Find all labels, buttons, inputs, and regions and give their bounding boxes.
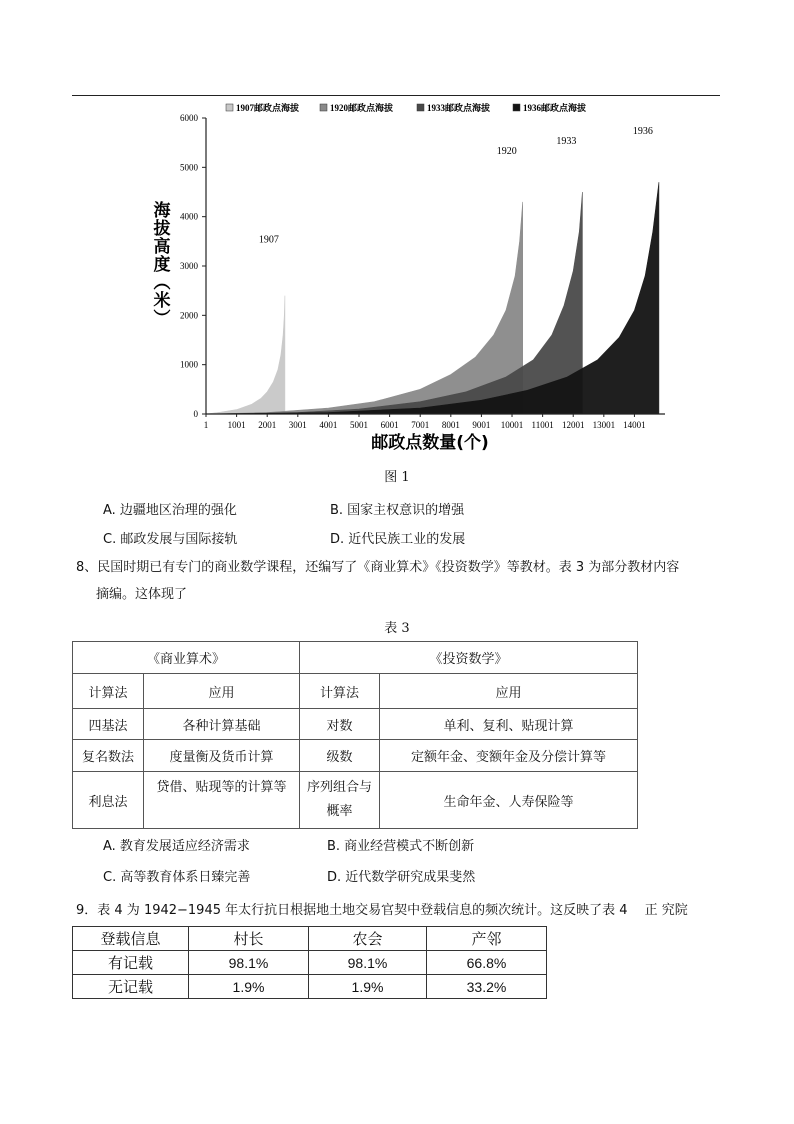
table3-cell: 利息法 [73,772,144,829]
legend-swatch [320,104,327,111]
table3-cell: 序列组合与概率 [300,772,380,829]
y-tick-label: 6000 [180,113,198,123]
series-area-1933 [206,192,582,414]
y-tick-label: 1000 [180,359,198,370]
y-axis-label: 海拔高度︵米︶ [153,201,171,329]
table4-header-cell: 产邻 [427,927,547,951]
q7-option-d: D. 近代民族工业的发展 [330,532,466,547]
table4-cell: 33.2% [427,975,547,999]
y-tick-label: 3000 [180,261,198,271]
table3-caption: 表 3 [384,621,410,636]
x-tick-label: 1001 [227,420,246,430]
table3-cell: 对数 [300,709,380,740]
table4-cell: 有记载 [73,951,189,975]
q8-stem-line1: 8、民国时期已有专门的商业数学课程，还编写了《商业算术》《投资数学》等教材。表 3 为部分教材内容 [76,560,680,575]
peak-label-1936: 1936 [632,126,653,138]
table3-header-cell: 计算法 [300,674,380,709]
peak-label-1933: 1933 [556,136,577,147]
chart-legend [226,102,586,113]
x-tick-label: 4001 [319,420,338,430]
table3-header-cell: 计算法 [73,674,144,709]
table4-header-cell: 登载信息 [73,927,189,951]
x-ticks [204,414,646,430]
table4-header-cell: 村长 [189,927,309,951]
table3-cell: 生命年金、人寿保险等 [380,772,638,829]
series-area-1920 [206,202,523,414]
figure1-chart [140,96,700,466]
table3-header-cell: 应用 [380,674,638,709]
peak-label-1907: 1907 [258,234,279,246]
q8-option-d: D. 近代数学研究成果斐然 [327,870,476,885]
y-ticks [180,113,206,419]
chart-peak-labels [259,126,653,245]
legend-swatch [417,104,424,111]
x-tick-label: 2001 [258,420,277,430]
table3-cell: 度量衡及货币计算 [144,740,300,772]
series-area-1907 [206,296,285,414]
x-tick-label: 12001 [561,420,585,430]
legend-label: 1936邮政点海拔 [523,103,587,113]
x-tick-label: 13001 [592,420,616,430]
legend-label: 1933邮政点海拔 [427,103,491,113]
y-tick-label: 4000 [180,211,198,222]
table3-book-left: 《商业算术》 [73,642,300,674]
x-tick-label: 3001 [288,420,307,430]
legend-label: 1920邮政点海拔 [330,103,394,113]
q7-option-b: B. 国家主权意识的增强 [330,503,465,518]
x-axis-label: 邮政点数量(个) [371,433,489,453]
table3-cell: 复名数法 [73,740,144,772]
table3-cell: 级数 [300,740,380,772]
table-row [73,772,638,829]
q7-option-a: A. 边疆地区治理的强化 [103,503,237,518]
x-tick-label: 1 [203,420,209,430]
chart-areas [206,182,659,414]
legend-swatch [513,104,520,111]
table4 [72,926,547,999]
q7-option-c: C. 邮政发展与国际接轨 [103,532,238,547]
y-tick-label: 5000 [180,162,198,173]
x-tick-label: 8001 [441,420,460,430]
legend-label: 1907邮政点海拔 [236,103,300,113]
table-row [73,740,638,772]
table4-header-cell: 农会 [309,927,427,951]
table4-cell: 1.9% [309,975,427,999]
y-tick-label: 0 [193,409,198,419]
table3-book-right: 《投资数学》 [300,642,638,674]
x-tick-label: 7001 [411,420,430,430]
table3-cell: 各种计算基础 [144,709,300,740]
x-tick-label: 5001 [350,420,369,430]
x-tick-label: 9001 [472,420,491,430]
table4-cell: 98.1% [189,951,309,975]
table-row [73,951,547,975]
table3-cell: 单利、复利、贴现计算 [380,709,638,740]
q8-option-b: B. 商业经营模式不断创新 [327,839,475,854]
table4-cell: 66.8% [427,951,547,975]
peak-label-1920: 1920 [496,145,517,157]
table4-cell: 1.9% [189,975,309,999]
table4-cell: 无记载 [73,975,189,999]
series-area-1936 [206,182,659,414]
q9-stem: 9．表 4 为 1942−1945 年太行抗日根据地土地交易官契中登载信息的频次统计。这反映了表 4 正 究院 [76,903,688,918]
q8-option-a: A. 教育发展适应经济需求 [103,839,250,854]
q8-option-c: C. 高等教育体系日臻完善 [103,870,251,885]
table-row [73,975,547,999]
table3 [72,641,638,829]
table-row [73,709,638,740]
x-tick-label: 14001 [623,420,646,430]
legend-swatch [226,104,233,111]
y-tick-label: 2000 [180,310,198,321]
q8-stem-line2: 摘编。这体现了 [96,587,188,602]
x-tick-label: 10001 [500,420,524,430]
table3-cell: 四基法 [73,709,144,740]
figure1-caption: 图 1 [384,470,410,485]
table3-header-cell: 应用 [144,674,300,709]
table3-cell: 定额年金、变额年金及分偿计算等 [380,740,638,772]
x-tick-label: 11001 [531,420,554,430]
x-tick-label: 6001 [380,420,399,430]
table4-cell: 98.1% [309,951,427,975]
table3-cell: 贷借、贴现等的计算等 [144,772,300,829]
